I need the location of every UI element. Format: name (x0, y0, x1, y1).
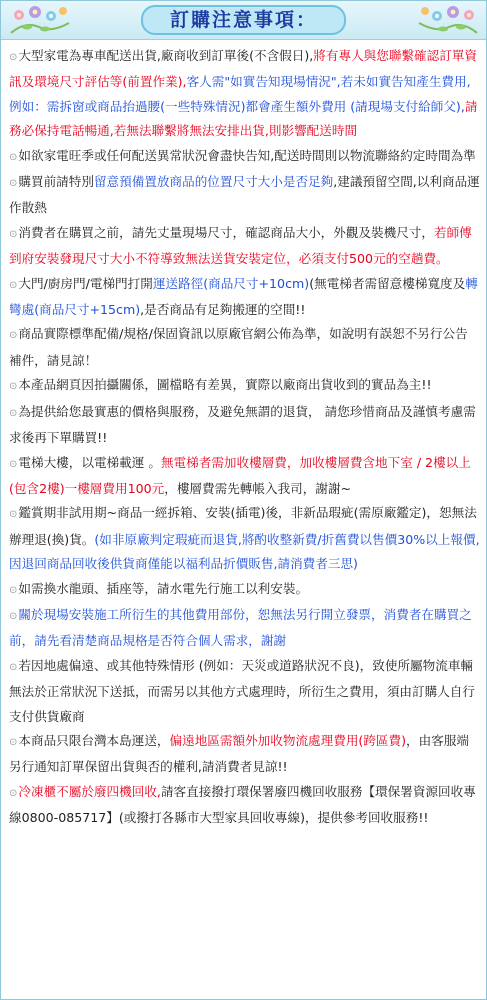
notice-text-segment: 消費者在購買之前，請先丈量現場尺寸，確認商品大小，外觀及裝機尺寸， (18, 224, 434, 240)
notice-text-segment: 本產品網頁因拍攝關係，圖檔略有差異，實際以廠商出貨收到的實品為主!! (18, 377, 432, 393)
notice-text-segment: 為提供給您最實惠的價格與服務，及避免無謂的退貨， 請您珍惜商品及謹慎考慮需求後再下單購買!! (9, 403, 476, 446)
notice-text-segment: 請客直接撥打環保署廢四機回收服務【環保署資源回收專線0800-085717】(或撥打各縣市大型家具回收專線)，提供參考回收服務!! (9, 783, 476, 826)
bullet-icon: ⊙ (9, 787, 18, 799)
notice-item (7, 780, 480, 831)
bullet-icon: ⊙ (9, 52, 18, 63)
notice-text-segment: 若因地處偏遠、或其他特殊情形 (例如：天災或道路狀況不良)，致使所屬物流車輛無法於正常狀況下送抵，而需另以其他方式處理時，所衍生之費用，須由訂購人自行支付供貨廠商 (9, 657, 475, 724)
notice-text-segment: 購買前請特別 (18, 174, 94, 190)
notice-item (7, 170, 480, 221)
notice-item (7, 144, 480, 170)
notice-text-segment: ，樓層費需先轉帳入我司，謝謝~ (164, 480, 352, 496)
notice-text-segment: ，由客服端另行通知訂單保留出貨與否的權利,請消費者見諒!! (9, 732, 469, 775)
notice-item (7, 729, 480, 780)
notice-text-segment: 無電梯者需加收樓層費，加收樓層費含地下室 / 2樓以上(包含2樓)一樓層費用100元 (9, 454, 471, 496)
notice-text-segment: 若師傅到府安裝發現尺寸大小不符導致無法送貨安裝定位，必須支付500元的空趟費。 (9, 224, 472, 267)
notice-text-segment: 關於現場安裝施工所衍生的其他費用部份，恕無法另行開立發票，消費者在購買之前，請先看清楚商品規格是否符合個人需求，謝謝 (9, 606, 472, 649)
notice-text-segment: 電梯大樓，以電梯載運 。 (18, 454, 161, 470)
notice-header (1, 1, 486, 40)
bullet-icon: ⊙ (9, 178, 18, 190)
notice-text-segment: 將有專人與您聯繫確認訂單資訊及環境尺寸評估等(前置作業), (9, 48, 478, 90)
bullet-icon: ⊙ (9, 279, 18, 291)
bullet-icon: ⊙ (9, 584, 18, 596)
notice-text-segment: (無電梯者需留意樓梯寬度及 (309, 275, 466, 291)
notice-text-segment: 運送路徑(商品尺寸+10cm) (152, 275, 310, 291)
flower-icon (5, 3, 75, 37)
notice-item (7, 373, 480, 399)
page-title: 訂購注意事項： (141, 5, 346, 35)
notice-text-segment: 留意預備置放商品的位置尺寸大小是否足夠 (93, 174, 334, 190)
notice-item (7, 272, 480, 323)
bullet-icon: ⊙ (9, 458, 18, 470)
bullet-icon: ⊙ (9, 381, 18, 393)
notice-text-segment: 大型家電為專車配送出貨,廠商收到訂單後(不含假日), (18, 48, 314, 63)
notice-item (7, 603, 480, 654)
notice-item (7, 221, 480, 272)
notice-item (7, 451, 480, 502)
bullet-icon: ⊙ (9, 151, 18, 163)
bullet-icon: ⊙ (9, 509, 18, 521)
notice-text-segment: 商品實際標準配備/規格/保固資訊以原廠官網公佈為準，如說明有誤恕不另行公告補件，請見諒！ (9, 326, 468, 368)
notice-text-segment: 如欲家電旺季或任何配送異常狀況會盡快告知,配送時間則以物流聯絡約定時間為準 (18, 147, 476, 163)
bullet-icon: ⊙ (9, 407, 18, 419)
notice-item (7, 400, 480, 451)
notice-item (7, 322, 480, 373)
notice-text-segment: 如需換水龍頭、插座等，請水電先行施工以利安裝。 (18, 580, 309, 596)
notice-text-segment: ,建議預留空間,以利商品運作散熱 (9, 174, 480, 216)
notice-text-segment: 大門/廚房門/電梯門打開 (18, 275, 153, 291)
notice-text-segment: 轉彎處(商品尺寸+15cm) (9, 275, 478, 318)
notice-item (7, 44, 480, 144)
notice-text-segment: 本商品只限台灣本島運送， (18, 732, 170, 748)
notice-list (7, 44, 480, 831)
notice-text-segment: 鑑賞期非試用期~商品一經拆箱、安裝(插電)後，非新品瑕疵(需原廠鑑定)，恕無法辦理退(換)貨。 (9, 505, 477, 547)
notice-item (7, 654, 480, 729)
bullet-icon: ⊙ (9, 736, 18, 748)
bullet-icon: ⊙ (9, 330, 18, 342)
notice-text-segment: 冷凍櫃不屬於廢四機回收, (18, 783, 161, 799)
notice-item (7, 577, 480, 603)
bullet-icon: ⊙ (9, 661, 18, 673)
notice-text-segment: ,是否商品有足夠搬運的空間!! (140, 302, 306, 318)
bullet-icon: ⊙ (9, 228, 18, 240)
flower-icon (413, 3, 483, 37)
bullet-icon: ⊙ (9, 610, 18, 622)
notice-text-segment: 請務必保持電話暢通,若無法聯繫將無法安排出貨,則影響配送時間 (9, 98, 478, 139)
notice-text-segment: (如非原廠判定瑕疵而退貨,將酌收整新費/折舊費以售價30%以上報價,因退回商品回收後供貨商僅能以福利品折價販售,請消費者三思) (9, 531, 480, 572)
notice-text-segment: 客人需"如實告知現場情況",若未如實告知產生費用,例如：需拆窗或商品抬過腰(一些特殊情況)都會產生額外費用 (請現場支付給師父), (9, 74, 471, 114)
notice-item (7, 501, 480, 576)
notice-text-segment: 偏遠地區需額外加收物流處理費用(跨區費) (169, 732, 407, 748)
